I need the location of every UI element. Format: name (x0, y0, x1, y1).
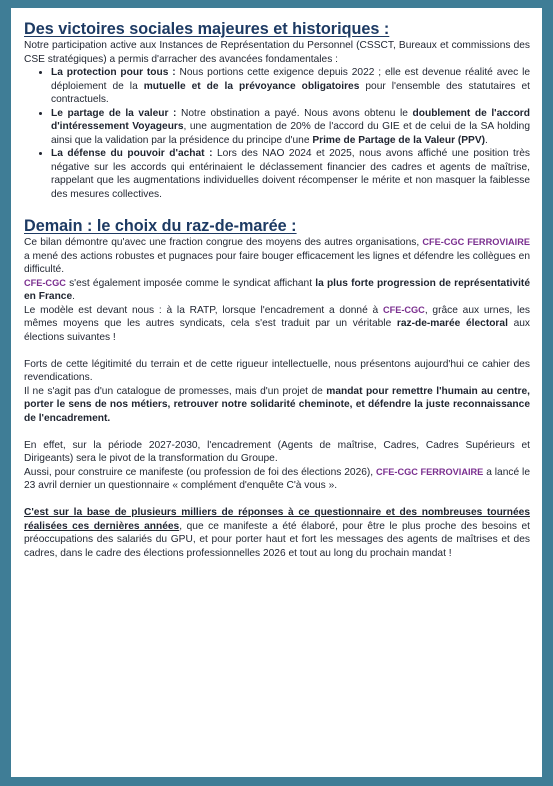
paragraph-conclusion: C'est sur la base de plusieurs milliers de réponses à ce questionnaire et des nombreuses tournées réalisées ces dernières années, que ce manifeste a été élaboré, pour être le plus proche des besoins et préoccupations des salariés du GPU, et pour porter haut et fort les messages des agents de maîtrises et des cadres, dans le cadre des élections professionnelles 2026 et tout au long du prochain mandat ! (24, 507, 530, 559)
list-item: • La défense du pouvoir d'achat : Lors des NAO 2024 et 2025, nous avons affiché une position très négative sur les accords qui entérinaient le déclassement financier des cadres et agents de maîtrise, rappelant que les augmentations individuelles doivent récompenser le mérite et non masquer la faiblesse des mesures collectives. (51, 147, 530, 201)
paragraph-representativite: CFE-CGC s'est également imposée comme le syndicat affichant la plus forte progression de représentativité en France. (24, 277, 530, 302)
brand-name: CFE-CGC FERROVIAIRE (376, 466, 484, 477)
paragraph-bilan: Ce bilan démontre qu'avec une fraction congrue des moyens des autres organisations, CFE-CGC FERROVIAIRE a mené des actions robustes et pugnaces pour faire bouger efficacement les lignes et défendre les collègues en difficulté. (24, 237, 530, 275)
paragraph-legitimite: Forts de cette légitimité du terrain et de cette rigueur intellectuelle, nous présentons aujourd'hui ce cahier des revendications. (24, 358, 530, 383)
brand-name: CFE-CGC (382, 304, 425, 315)
intro-paragraph: Notre participation active aux Instances de Représentation du Personnel (CSSCT, Bureaux et commissions des CSE stratégiques) a permis d'arracher des avancées fondamentales : (24, 40, 530, 65)
section-title-victories: Des victoires sociales majeures et historiques : (24, 20, 390, 38)
victories-list (24, 66, 530, 201)
document-page (11, 8, 542, 777)
paragraph-questionnaire: Aussi, pour construire ce manifeste (ou profession de foi des élections 2026), CFE-CGC FERROVIAIRE a lancé le 23 avril dernier un questionnaire « complément d'enquête C'à vous ». (24, 466, 530, 491)
paragraph-periode: En effet, sur la période 2027-2030, l'encadrement (Agents de maîtrise, Cadres, Cadres Supérieurs et Dirigeants) sera le pivot de la transformation du Groupe. (24, 439, 530, 464)
brand-name: CFE-CGC FERROVIAIRE (422, 237, 530, 247)
paragraph-ratp: Le modèle est devant nous : à la RATP, lorsque l'encadrement a donné à CFE-CGC, grâce aux urnes, les mêmes moyens que les autres syndicats, cela s'est traduit par un véritable raz-de-marée électoral aux élections suivantes ! (24, 304, 530, 343)
paragraph-mandat: Il ne s'agit pas d'un catalogue de promesses, mais d'un projet de mandat pour remettre l'humain au centre, porter le sens de nos métiers, retrouver notre solidarité cheminote, et défendre la juste reconnaissance de l'encadrement. (24, 385, 530, 424)
list-item: • La protection pour tous : Nous portions cette exigence depuis 2022 ; elle est devenue réalité avec le déploiement de la mutuelle et de la prévoyance obligatoires pour l'ensemble des statutaires et contractuels. (51, 66, 530, 107)
brand-name: CFE-CGC (24, 277, 66, 288)
section-title-tomorrow: Demain : le choix du raz-de-marée : (24, 217, 297, 235)
list-item: • Le partage de la valeur : Notre obstination a payé. Nous avons obtenu le doublement de l'accord d'intéressement Voyageurs, une augmentation de 20% de l'accord du GIE et de celui de la SA holding ainsi que la validation par la présidence du principe d'une Prime de Partage de la Valeur (PPV). (51, 107, 530, 148)
